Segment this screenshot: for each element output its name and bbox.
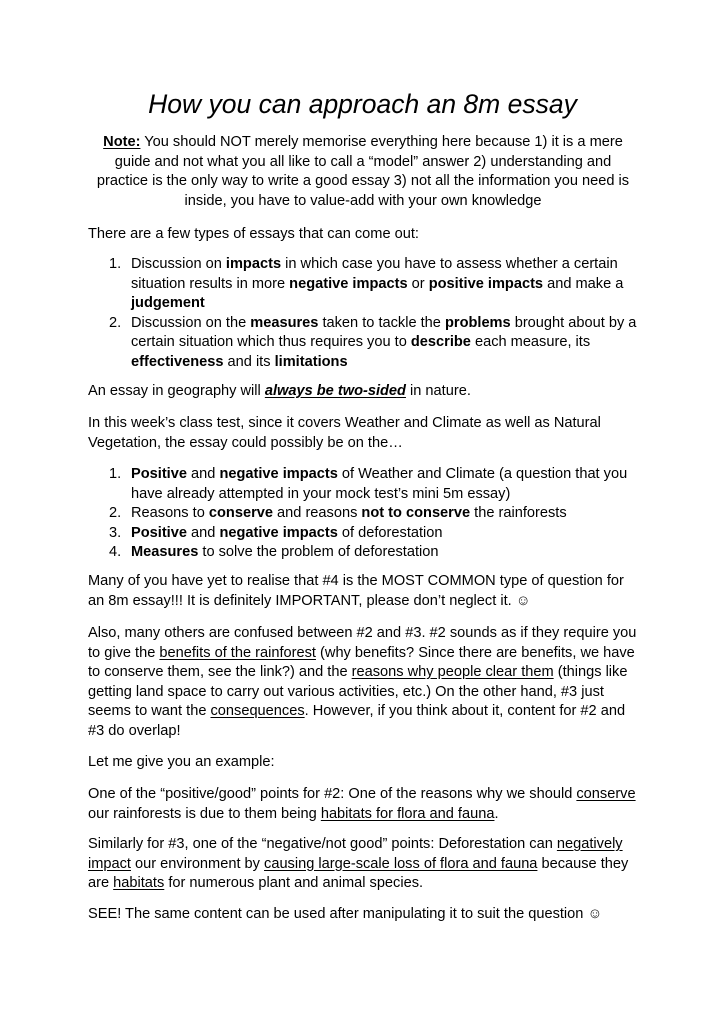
list-item: 2. Reasons to conserve and reasons not to conserve the rainforests [109, 505, 567, 521]
note-text: You should NOT merely memorise everything here because 1) it is a mere guide and not what you all like to call a “model” answer 2) understanding and practice is the only way to write a good essay 3) not all the information you need is inside, you have to value-add with your own knowledge [96, 134, 630, 209]
class-test-paragraph: In this week’s class test, since it covers Weather and Climate as well as Natural Vegetation, the essay could possibly be on the… [88, 415, 601, 451]
note-paragraph [92, 133, 634, 211]
emphasis-text: always be two-sided [264, 383, 406, 399]
two-sided-paragraph: An essay in geography will always be two-sided in nature. [88, 383, 471, 399]
confusion-paragraph: Also, many others are confused between #2 and #3. #2 sounds as if they require you to give the benefits of the rainforest (why benefits? Since there are benefits, we have to conserve them, see the link?) and the reasons why people clear them (things like getting land space to carry out various activities, etc.) On the other hand, #3 just seems to want the consequences. However, if you think about it, content for #2 and #3 do overlap! [88, 625, 637, 739]
common-type-paragraph: Many of you have yet to realise that #4 is the MOST COMMON type of question for an 8m essay!!! It is definitely IMPORTANT, please don’t neglect it. ☺ [88, 573, 624, 609]
list-item: 1. Discussion on impacts in which case you have to assess whether a certain situation results in more negative impacts or positive impacts and make a judgement [109, 256, 624, 311]
positive-point-paragraph: One of the “positive/good” points for #2: One of the reasons why we should conserve our rainforests is due to them being habitats for flora and fauna. [88, 786, 636, 822]
note-label: Note: [103, 134, 141, 150]
negative-point-paragraph: Similarly for #3, one of the “negative/not good” points: Deforestation can negatively impact our environment by causing large-scale loss of flora and fauna because they are habitats for numerous plant and animal species. [88, 836, 629, 891]
intro-paragraph: There are a few types of essays that can come out: [88, 226, 419, 242]
essay-types-list [88, 255, 640, 372]
list-item: 1. Positive and negative impacts of Weather and Climate (a question that you have already attempted in your mock test’s mini 5m essay) [109, 466, 628, 502]
closing-paragraph: SEE! The same content can be used after manipulating it to suit the question ☺ [88, 906, 603, 922]
essay-topics-list [88, 465, 640, 563]
example-intro: Let me give you an example: [88, 754, 275, 770]
list-item: 4. Measures to solve the problem of deforestation [109, 544, 439, 560]
page-title: How you can approach an 8m essay [148, 89, 577, 119]
list-item: 2. Discussion on the measures taken to tackle the problems brought about by a certain situation which thus requires you to describe each measure, its effectiveness and its limitations [109, 314, 637, 370]
list-item: 3. Positive and negative impacts of deforestation [109, 524, 443, 541]
